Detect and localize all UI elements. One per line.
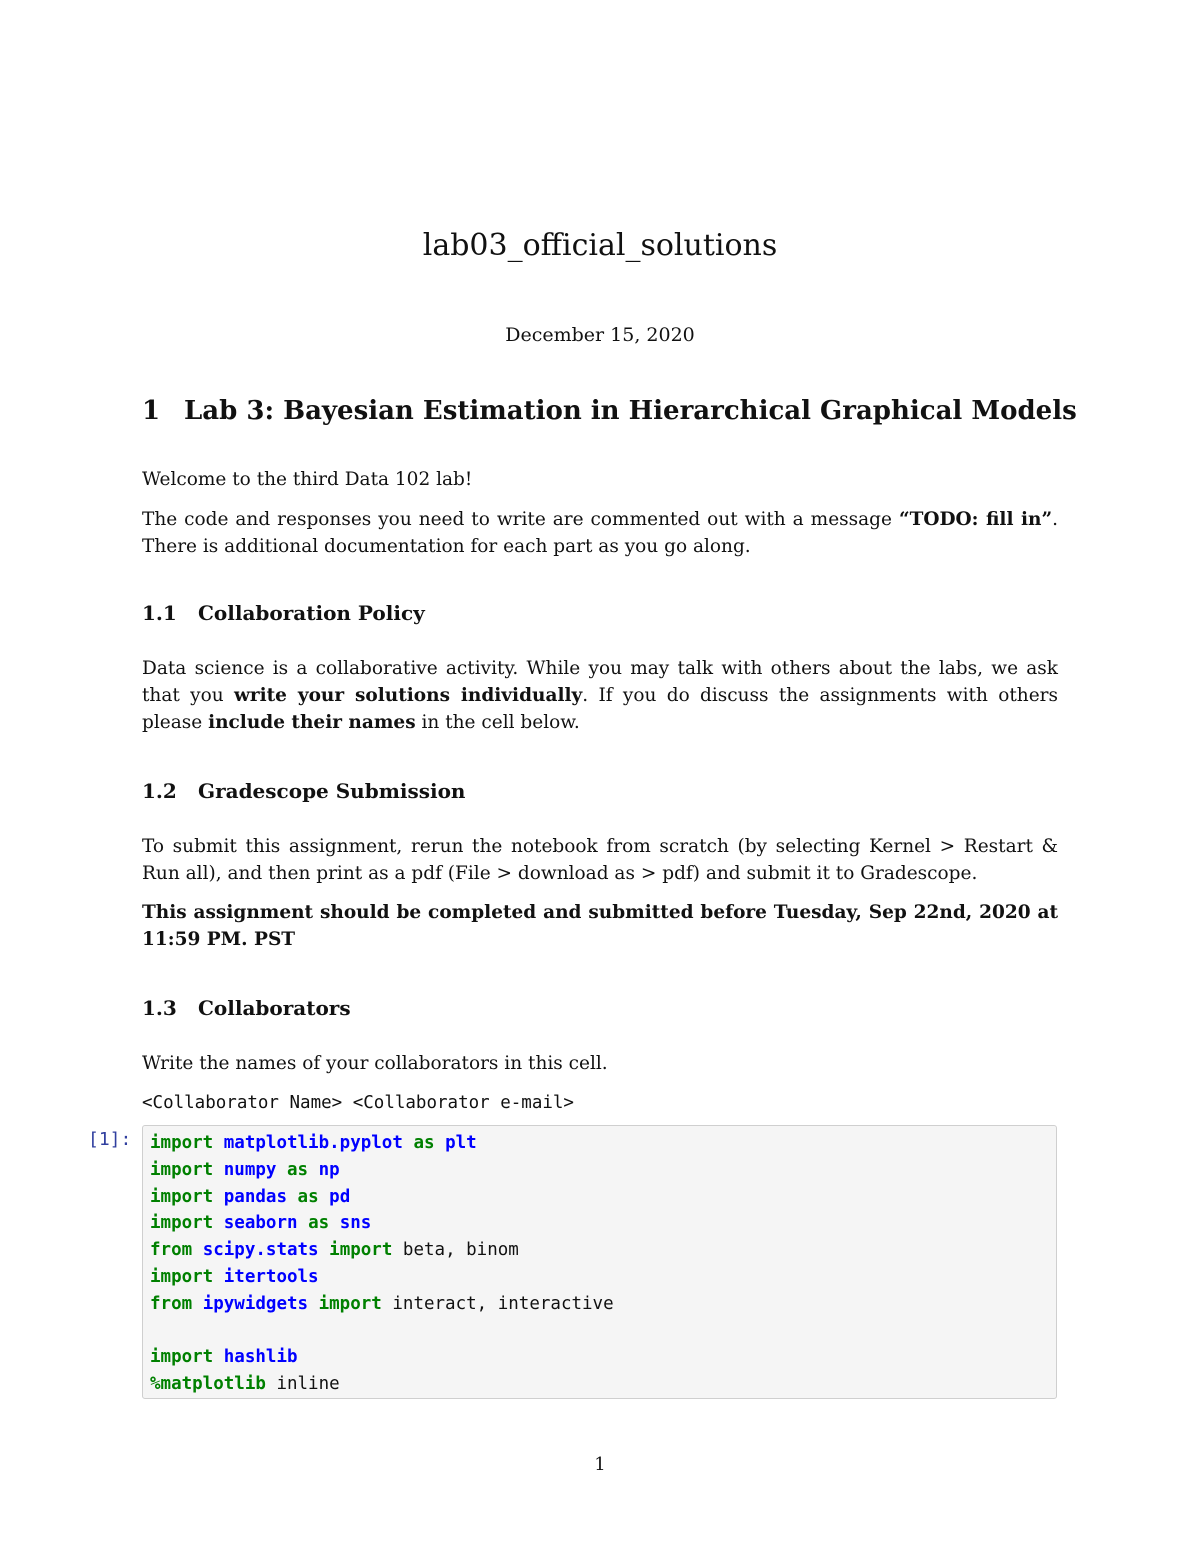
code-line — [150, 1264, 614, 1291]
welcome-text: Welcome to the third Data 102 lab! — [142, 469, 473, 490]
policy-text-a: Data science is a collaborative activity. While you may talk with others about the labs, we ask that you — [142, 658, 1058, 706]
code-alias: pd — [329, 1186, 351, 1207]
subsection-heading-1-3 — [142, 996, 351, 1020]
todo-marker: “TODO: fill in” — [898, 509, 1053, 530]
subsection-title: Collaboration Policy — [198, 601, 425, 625]
code-block — [150, 1130, 614, 1398]
code-text: beta, binom — [402, 1240, 519, 1261]
code-module: itertools — [223, 1266, 319, 1287]
code-keyword: as — [287, 1159, 309, 1180]
code-keyword: import — [329, 1240, 393, 1261]
code-keyword: from — [150, 1293, 193, 1314]
intro-text-b: . There is additional documentation for each part as you go along. — [142, 509, 1058, 557]
code-keyword: import — [150, 1266, 214, 1287]
code-line — [150, 1157, 614, 1184]
subsection-heading-1-2 — [142, 779, 465, 803]
code-line — [150, 1371, 614, 1398]
subsection-title: Gradescope Submission — [198, 779, 466, 803]
due-date-notice: This assignment should be completed and submitted before Tuesday, Sep 22nd, 2020 at 11:59 PM. PST — [142, 902, 1058, 950]
submission-instructions: To submit this assignment, rerun the notebook from scratch (by selecting Kernel > Restart & Run all), and then print as a pdf (File > download as > pdf) and submit it to Gradescope. — [142, 836, 1058, 884]
policy-emphasis-individually: write your solutions individually — [233, 685, 583, 706]
code-module: matplotlib.pyplot — [223, 1133, 403, 1153]
code-keyword: import — [150, 1213, 214, 1234]
code-keyword: as — [413, 1133, 435, 1153]
subsection-heading-1-1 — [142, 601, 425, 625]
intro-text-a: The code and responses you need to write are commented out with a message — [142, 509, 899, 530]
subsection-number: 1.2 — [142, 779, 177, 803]
code-alias: np — [318, 1159, 340, 1180]
code-module: scipy.stats — [202, 1240, 319, 1261]
code-keyword: import — [150, 1133, 214, 1153]
policy-text-b: . If you do discuss the assignments with others please — [142, 685, 1058, 733]
section-title: Lab 3: Bayesian Estimation in Hierarchical Graphical Models — [184, 396, 1077, 426]
document-title: lab03_official_solutions — [422, 228, 778, 263]
code-alias: sns — [339, 1213, 372, 1234]
code-module: hashlib — [223, 1347, 298, 1368]
code-keyword: import — [318, 1293, 382, 1314]
code-module: numpy — [223, 1159, 277, 1180]
code-module: pandas — [223, 1186, 287, 1207]
policy-emphasis-names: include their names — [208, 712, 416, 733]
code-keyword: import — [150, 1159, 214, 1180]
code-keyword: as — [297, 1186, 319, 1207]
code-keyword: as — [308, 1213, 330, 1234]
cell-prompt: [1]: — [88, 1129, 132, 1150]
code-line — [150, 1184, 614, 1211]
code-keyword: import — [150, 1347, 214, 1368]
code-text: interact, interactive — [392, 1293, 614, 1314]
collaborators-placeholder: <Collaborator Name> <Collaborator e-mail> — [142, 1093, 574, 1113]
subsection-number: 1.1 — [142, 601, 177, 625]
code-module: seaborn — [223, 1213, 298, 1234]
subsection-title: Collaborators — [198, 996, 351, 1020]
code-text: inline — [276, 1374, 340, 1395]
code-keyword: from — [150, 1240, 193, 1261]
code-line — [150, 1344, 614, 1371]
subsection-number: 1.3 — [142, 996, 177, 1020]
code-line — [150, 1130, 614, 1157]
collaborators-instructions: Write the names of your collaborators in this cell. — [142, 1053, 608, 1074]
code-line — [150, 1318, 614, 1345]
collaboration-policy-text — [142, 655, 1058, 736]
code-line — [150, 1237, 614, 1264]
document-date: December 15, 2020 — [505, 324, 695, 346]
intro-paragraph — [142, 506, 1058, 560]
code-alias: plt — [445, 1133, 477, 1153]
code-module: ipywidgets — [202, 1293, 309, 1314]
code-line — [150, 1291, 614, 1318]
code-cell[interactable] — [142, 1125, 1057, 1399]
section-heading-1 — [142, 396, 1077, 426]
page-number: 1 — [594, 1454, 606, 1475]
policy-text-c: in the cell below. — [415, 712, 580, 733]
code-line — [150, 1210, 614, 1237]
code-keyword: import — [150, 1186, 214, 1207]
section-number: 1 — [142, 396, 161, 426]
code-magic: %matplotlib — [150, 1374, 266, 1395]
